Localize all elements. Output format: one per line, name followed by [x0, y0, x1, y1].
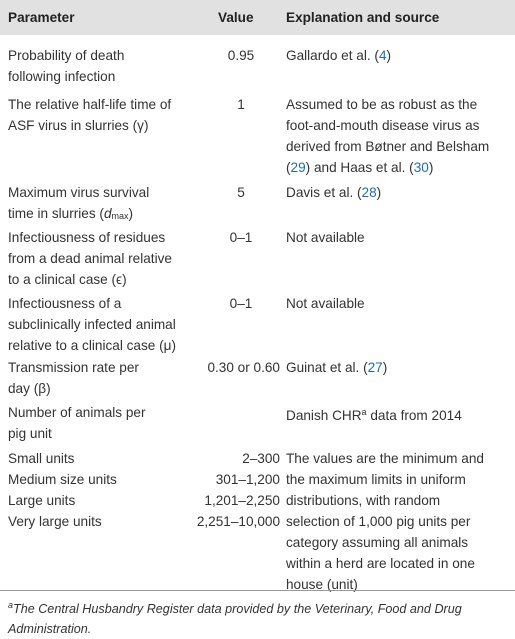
value-cell: 0.30 or 0.60: [207, 360, 280, 375]
explanation-cell: Not available: [286, 230, 365, 245]
parameter-text: relative to a clinical case (: [8, 338, 164, 353]
parameter-text: ): [122, 272, 127, 287]
value-cell: 1: [237, 97, 245, 112]
explanation-line: Assumed to be as robust as the: [286, 97, 478, 112]
value-cell: 0–1: [229, 230, 253, 245]
parameter-text: ASF virus in slurries (: [8, 118, 138, 133]
parameter-line: [8, 115, 208, 136]
parameter-cell: [8, 293, 208, 356]
explanation-text: ): [382, 360, 388, 375]
parameter-text: day (: [8, 381, 39, 396]
explanation-cell: [286, 402, 511, 426]
subscript: max: [111, 211, 129, 221]
footnote-marker: a: [8, 600, 14, 610]
explanation-cell: Not available: [286, 296, 365, 311]
parameter-line: The relative half-life time of: [8, 97, 172, 112]
parameter-cell: [8, 402, 208, 444]
unit-range: 2,251–10,000: [196, 514, 280, 529]
parameter-text: ): [171, 338, 177, 353]
parameter-line: Maximum virus survival: [8, 185, 150, 200]
explanation-text: ): [376, 185, 382, 200]
header-parameter: Parameter: [8, 10, 75, 25]
parameter-cell: [8, 94, 208, 136]
explanation-line: derived from Bøtner and Belsham: [286, 139, 490, 154]
explanation-line: The values are the minimum and: [286, 451, 484, 466]
parameter-line: subclinically infected animal: [8, 317, 176, 332]
explanation-cell: [286, 448, 511, 595]
explanation-line: [286, 157, 511, 178]
parameter-line: pig unit: [8, 426, 52, 441]
footnote-text: The Central Husbandry Register data provided by the Veterinary, Food and Drug: [13, 602, 462, 616]
parameter-text: ): [143, 118, 149, 133]
explanation-text: ): [386, 48, 392, 63]
explanation-text: (: [286, 160, 291, 175]
symbol: μ: [163, 338, 172, 353]
explanation-cell: [286, 182, 511, 203]
explanation-text: Gallardo et al. (: [286, 48, 379, 63]
parameter-line: Infectiousness of residues: [8, 230, 166, 245]
explanation-cell: [286, 45, 511, 66]
parameter-line: [8, 269, 208, 290]
parameter-cell: [8, 448, 208, 532]
unit-label: Large units: [8, 493, 76, 508]
parameter-line: Number of animals per: [8, 405, 146, 420]
parameter-text: ): [46, 381, 51, 396]
explanation-text: Guinat et al. (: [286, 360, 368, 375]
footnote-text: Administration.: [8, 622, 92, 636]
parameter-text: to a clinical case (: [8, 272, 117, 287]
unit-range: 2–300: [242, 451, 280, 466]
parameter-line: from a dead animal relative: [8, 251, 172, 266]
symbol: d: [103, 206, 112, 221]
symbol: β: [38, 381, 47, 396]
value-cell: 5: [237, 185, 245, 200]
explanation-text: data from 2014: [366, 408, 462, 423]
unit-label: Small units: [8, 451, 75, 466]
value-cell: 0–1: [229, 296, 253, 311]
citation-link[interactable]: 4: [378, 48, 387, 63]
header-explanation: Explanation and source: [286, 10, 440, 25]
explanation-cell: [286, 357, 511, 378]
parameter-line: [8, 378, 208, 399]
explanation-line: within a herd are located in one: [286, 556, 475, 571]
symbol: ϵ: [116, 272, 123, 287]
citation-link[interactable]: 29: [290, 160, 306, 175]
value-cell: [185, 448, 280, 532]
parameter-cell: [8, 357, 208, 399]
explanation-line: foot-and-mouth disease virus as: [286, 118, 480, 133]
table-bottom-rule: [0, 590, 515, 591]
unit-range: 301–1,200: [215, 472, 280, 487]
table-header: [0, 0, 515, 35]
explanation-text: Davis et al. (: [286, 185, 362, 200]
explanation-text: ) and Haas et al. (: [305, 160, 414, 175]
parameter-text: time in slurries (: [8, 206, 104, 221]
parameter-line: Transmission rate per: [8, 360, 139, 375]
explanation-line: selection of 1,000 pig units per: [286, 514, 471, 529]
explanation-text: ): [428, 160, 434, 175]
parameter-line: Infectiousness of a: [8, 296, 122, 311]
explanation-line: the maximum limits in uniform: [286, 472, 466, 487]
explanation-line: category assuming all animals: [286, 535, 469, 550]
parameter-text: ): [128, 206, 134, 221]
explanation-cell: [286, 94, 511, 178]
unit-label: Medium size units: [8, 472, 117, 487]
symbol: γ: [137, 118, 144, 133]
parameter-cell: [8, 182, 208, 227]
explanation-line: house (unit): [286, 577, 358, 592]
explanation-line: distributions, with random: [286, 493, 441, 508]
parameter-line: following infection: [8, 69, 116, 84]
value-cell: 0.95: [227, 48, 255, 63]
parameter-cell: [8, 45, 208, 87]
unit-label: Very large units: [8, 514, 102, 529]
parameter-line: [8, 203, 208, 227]
parameter-cell: [8, 227, 208, 290]
citation-link[interactable]: 30: [413, 160, 429, 175]
table-footnote: [8, 595, 508, 639]
citation-link[interactable]: 28: [361, 185, 377, 200]
header-value: Value: [218, 10, 254, 25]
parameter-line: Probability of death: [8, 48, 125, 63]
citation-link[interactable]: 27: [367, 360, 383, 375]
parameter-line: [8, 335, 208, 356]
explanation-text: Danish CHR: [286, 408, 362, 423]
unit-range: 1,201–2,250: [204, 493, 280, 508]
footnote-marker: a: [361, 407, 367, 417]
